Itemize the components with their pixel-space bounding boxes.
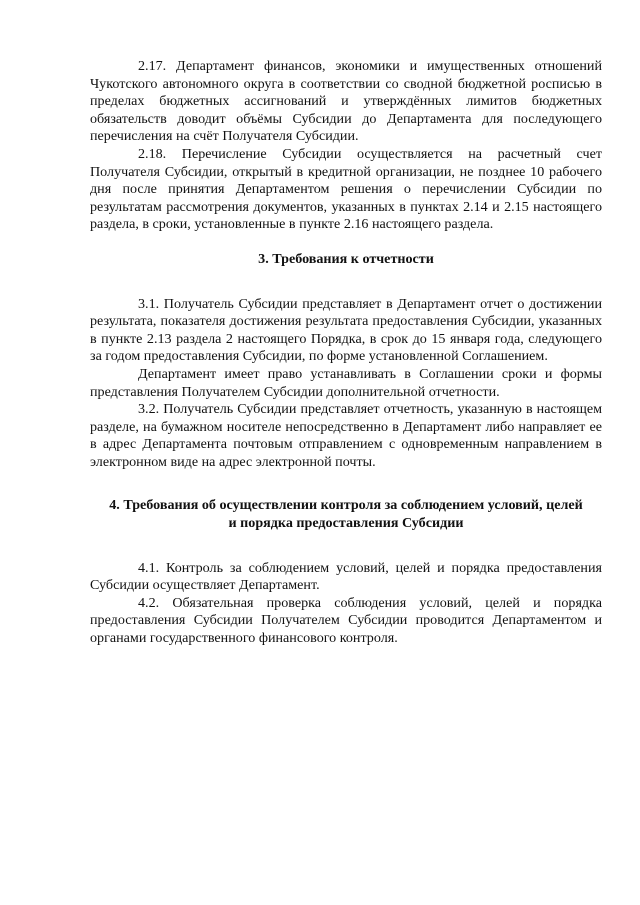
paragraph-3-2: 3.2. Получатель Субсидии представляет отчетность, указанную в настоящем разделе, на бумажном носителе непосредственно в Департамент либо направляет ее в адрес Департамента почтовым отправлением с одновременным направлением в электронном виде на адрес электронной почты. xyxy=(90,401,602,470)
paragraph-3-1-note: Департамент имеет право устанавливать в Соглашении сроки и формы представления Получателем Субсидии дополнительной отчетности. xyxy=(90,365,602,400)
paragraph-3-1: 3.1. Получатель Субсидии представляет в Департамент отчет о достижении результата, показателя достижения результата предоставления Субсидии, указанных в пункте 2.13 раздела 2 настоящего Порядка, в срок до 15 января года, следующего за годом предоставления Субсидии, по форме установленной Соглашением. xyxy=(90,295,602,365)
paragraph-2-18: 2.18. Перечисление Субсидии осуществляется на расчетный счет Получателя Субсидии, открытый в кредитной организации, не позднее 10 рабочего дня после принятия Департаментом решения о перечислении Субсидии по результатам рассмотрения документов, указанных в пунктах 2.14 и 2.15 настоящего раздела, в сроки, установленные в пункте 2.16 настоящего раздела. xyxy=(90,145,602,233)
section-4-heading-line-2: и порядка предоставления Субсидии xyxy=(228,515,464,532)
section-3-heading: 3. Требования к отчетности xyxy=(258,250,434,267)
section-3-body xyxy=(90,296,602,472)
paragraph-4-1: 4.1. Контроль за соблюдением условий, целей и порядка предоставления Субсидии осуществляет Департамент. xyxy=(90,559,602,594)
paragraph-4-2: 4.2. Обязательная проверка соблюдения условий, целей и порядка предоставления Субсидии Получателем Субсидии проводится Департаментом и органами государственного финансового контроля. xyxy=(90,594,602,647)
paragraph-2-17: 2.17. Департамент финансов, экономики и имущественных отношений Чукотского автономного округа в соответствии со сводной бюджетной росписью в пределах бюджетных ассигнований и утверждённых лимитов бюджетных обязательств доводит объёмы Субсидии до Департамента для последующего перечисления на счёт Получателя Субсидии. xyxy=(90,58,602,145)
section-4-body xyxy=(90,560,602,648)
section-4-heading xyxy=(90,497,602,532)
section-4-heading-line-1: 4. Требования об осуществлении контроля за соблюдением условий, целей xyxy=(109,497,583,514)
document-page xyxy=(90,58,602,648)
